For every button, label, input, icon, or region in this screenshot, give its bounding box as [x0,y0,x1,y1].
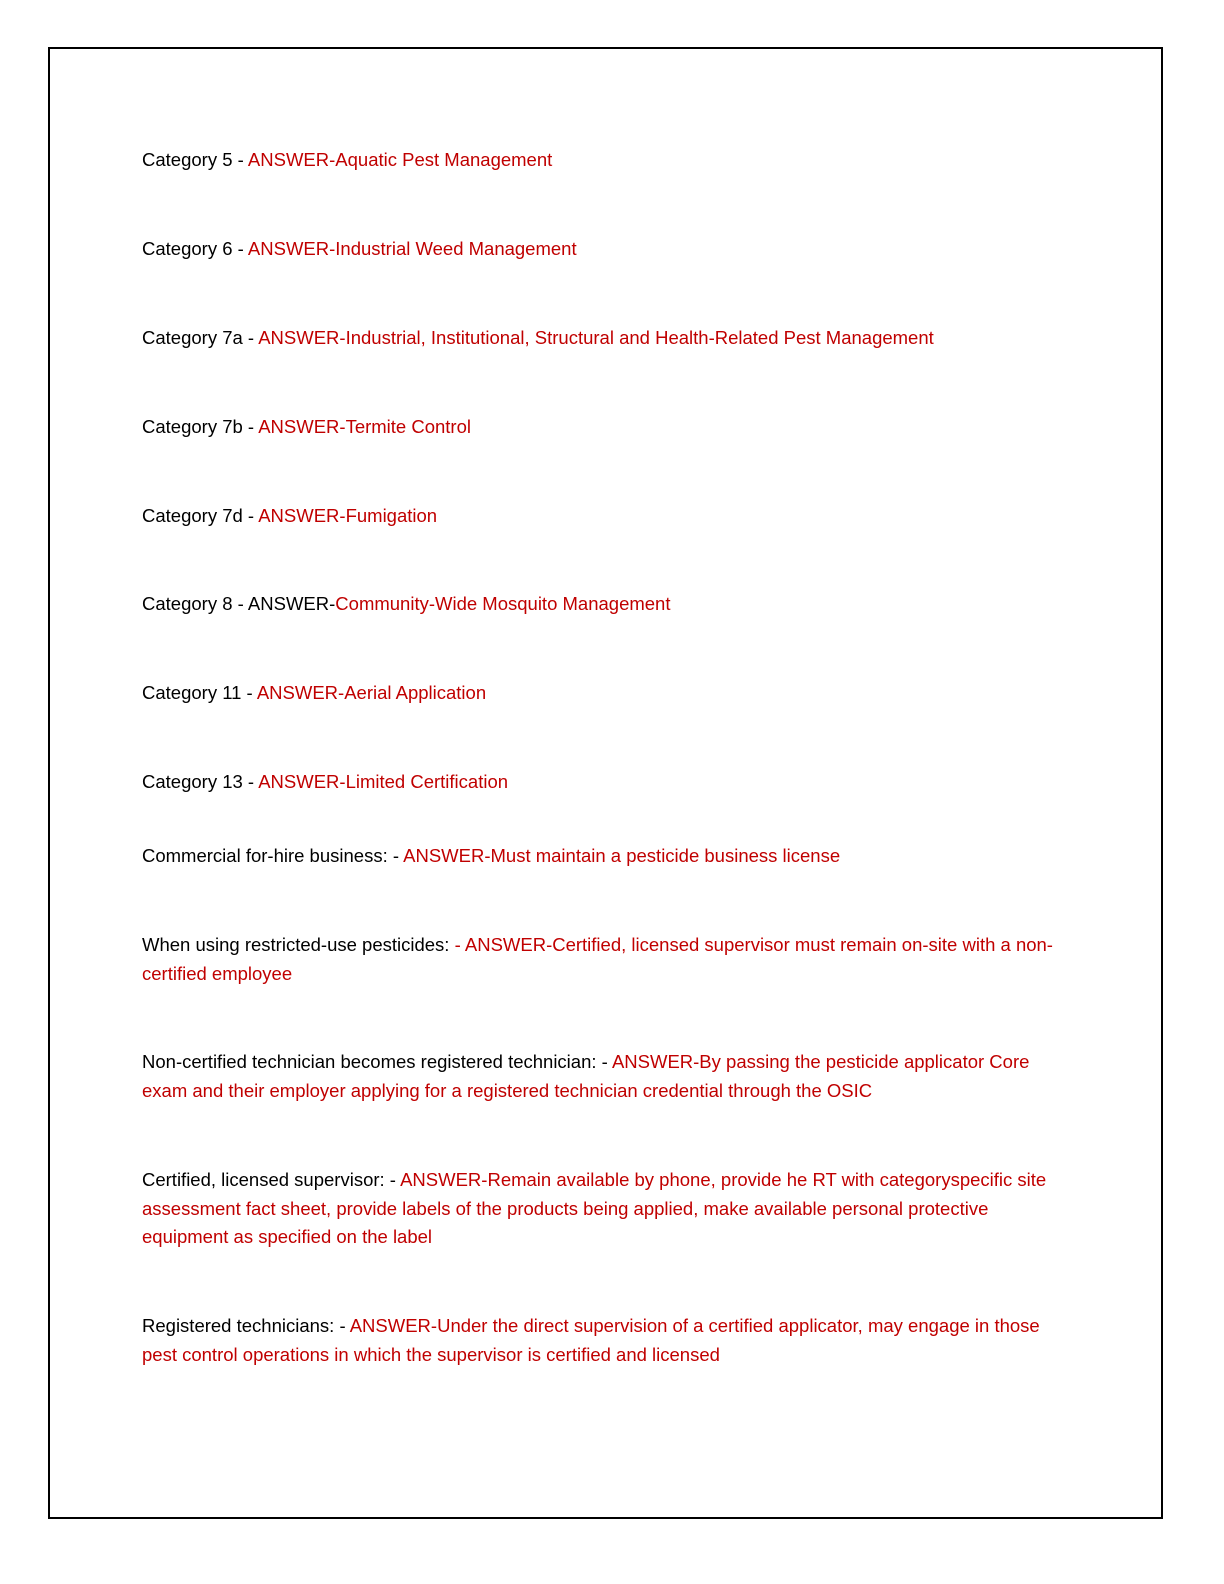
question-text: Category 6 - [142,238,248,259]
answer-text: ANSWER-Fumigation [258,505,438,526]
question-text: Category 7b - [142,416,259,437]
answer-text: ANSWER-Must maintain a pesticide business license [403,845,841,866]
answer-text: Community-Wide Mosquito Management [335,593,671,614]
answer-text: - ANSWER-Certified, licensed supervisor must remain on-site with a non-certified employee [142,934,1053,984]
question-text: Registered technicians: - [142,1315,350,1336]
qa-entry-category-13 [142,768,1077,797]
qa-entry-category-7a [142,324,1077,353]
qa-entry-commercial-for-hire [142,842,1077,871]
question-text: Category 8 - [142,593,248,614]
question-text: Category 7a - [142,327,259,348]
answer-text: ANSWER-Aerial Application [256,682,487,703]
answer-text: ANSWER-By passing the pesticide applicator Core exam and their employer applying for a registered technician credential through the OSIC [142,1051,1030,1101]
qa-entry-certified-supervisor [142,1166,1077,1252]
question-text: Category 7d - [142,505,259,526]
answer-text: ANSWER-Industrial Weed Management [247,238,577,259]
answer-text: ANSWER-Aquatic Pest Management [247,149,553,170]
question-text: Category 11 - [142,682,257,703]
question-text: Category 5 - [142,149,248,170]
qa-entry-registered-technicians [142,1312,1077,1369]
answer-text: ANSWER-Industrial, Institutional, Structural and Health-Related Pest Management [258,327,934,348]
qa-entry-category-8 [142,590,1077,619]
answer-text: ANSWER-Remain available by phone, provide he RT with categoryspecific site assessment fact sheet, provide labels of the products being applied, make available personal protective equipment as specified on the label [142,1169,1047,1247]
answer-text: ANSWER-Limited Certification [258,771,509,792]
qa-entry-category-7b [142,413,1077,442]
qa-entry-category-11 [142,679,1077,708]
question-text: Category 13 - [142,771,259,792]
question-text: Commercial for-hire business: - [142,845,404,866]
qa-entry-category-5 [142,146,1077,175]
answer-prefix: ANSWER- [247,593,336,614]
qa-entry-non-certified-technician [142,1048,1077,1105]
question-text: Non-certified technician becomes registered technician: - [142,1051,612,1072]
question-text: When using restricted-use pesticides: [142,934,455,955]
question-text: Certified, licensed supervisor: - [142,1169,401,1190]
answer-text: ANSWER-Under the direct supervision of a certified applicator, may engage in those pest control operations in which the supervisor is certified and licensed [142,1315,1040,1365]
answer-text: ANSWER-Termite Control [258,416,471,437]
qa-entry-category-7d [142,502,1077,531]
qa-entry-restricted-use [142,931,1077,988]
qa-entry-category-6 [142,235,1077,264]
